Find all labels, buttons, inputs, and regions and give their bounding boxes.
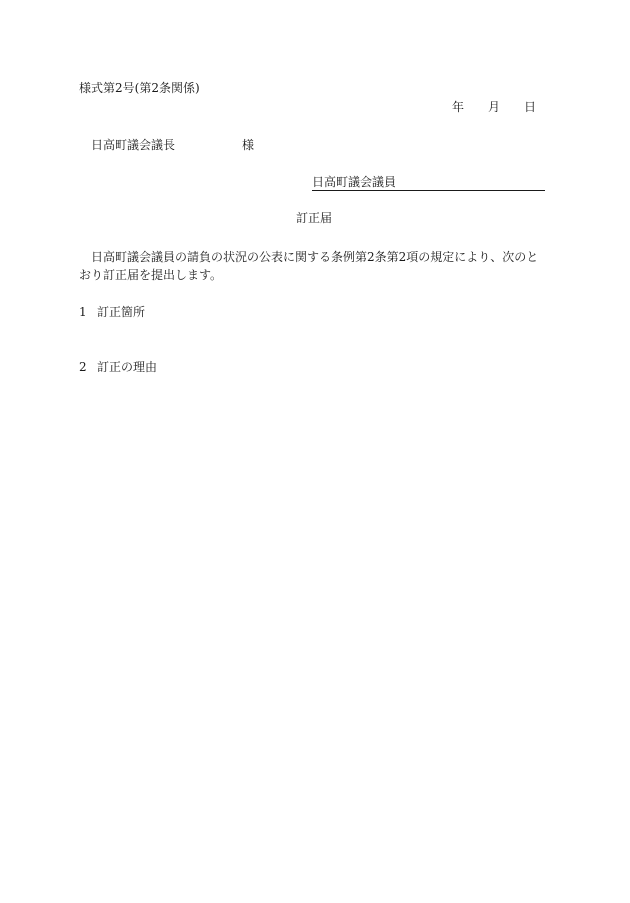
- submitter-label: 日高町議会議員: [312, 175, 397, 189]
- addressee-honorific: 様: [242, 138, 255, 152]
- submitter-signature-line: [312, 175, 545, 191]
- item-label: 訂正の理由: [97, 360, 158, 374]
- item-number: 2: [79, 360, 87, 374]
- item-correction-reason: [79, 360, 157, 374]
- document-title: 訂正届: [296, 211, 333, 225]
- addressee: [91, 138, 255, 152]
- item-number: 1: [79, 305, 87, 319]
- date-month-label: 月: [488, 100, 501, 114]
- addressee-name: 日高町議会議長: [91, 138, 176, 152]
- item-label: 訂正箇所: [97, 305, 146, 319]
- item-correction-location: [79, 305, 145, 319]
- body-paragraph: 日高町議会議員の請負の状況の公表に関する条例第2条第2項の規定により、次のとおり訂正届を提出します。: [79, 250, 539, 282]
- date-year-label: 年: [452, 100, 465, 114]
- date-day-label: 日: [524, 100, 537, 114]
- date-line: [452, 100, 536, 114]
- form-number: 様式第2号(第2条関係): [79, 81, 200, 95]
